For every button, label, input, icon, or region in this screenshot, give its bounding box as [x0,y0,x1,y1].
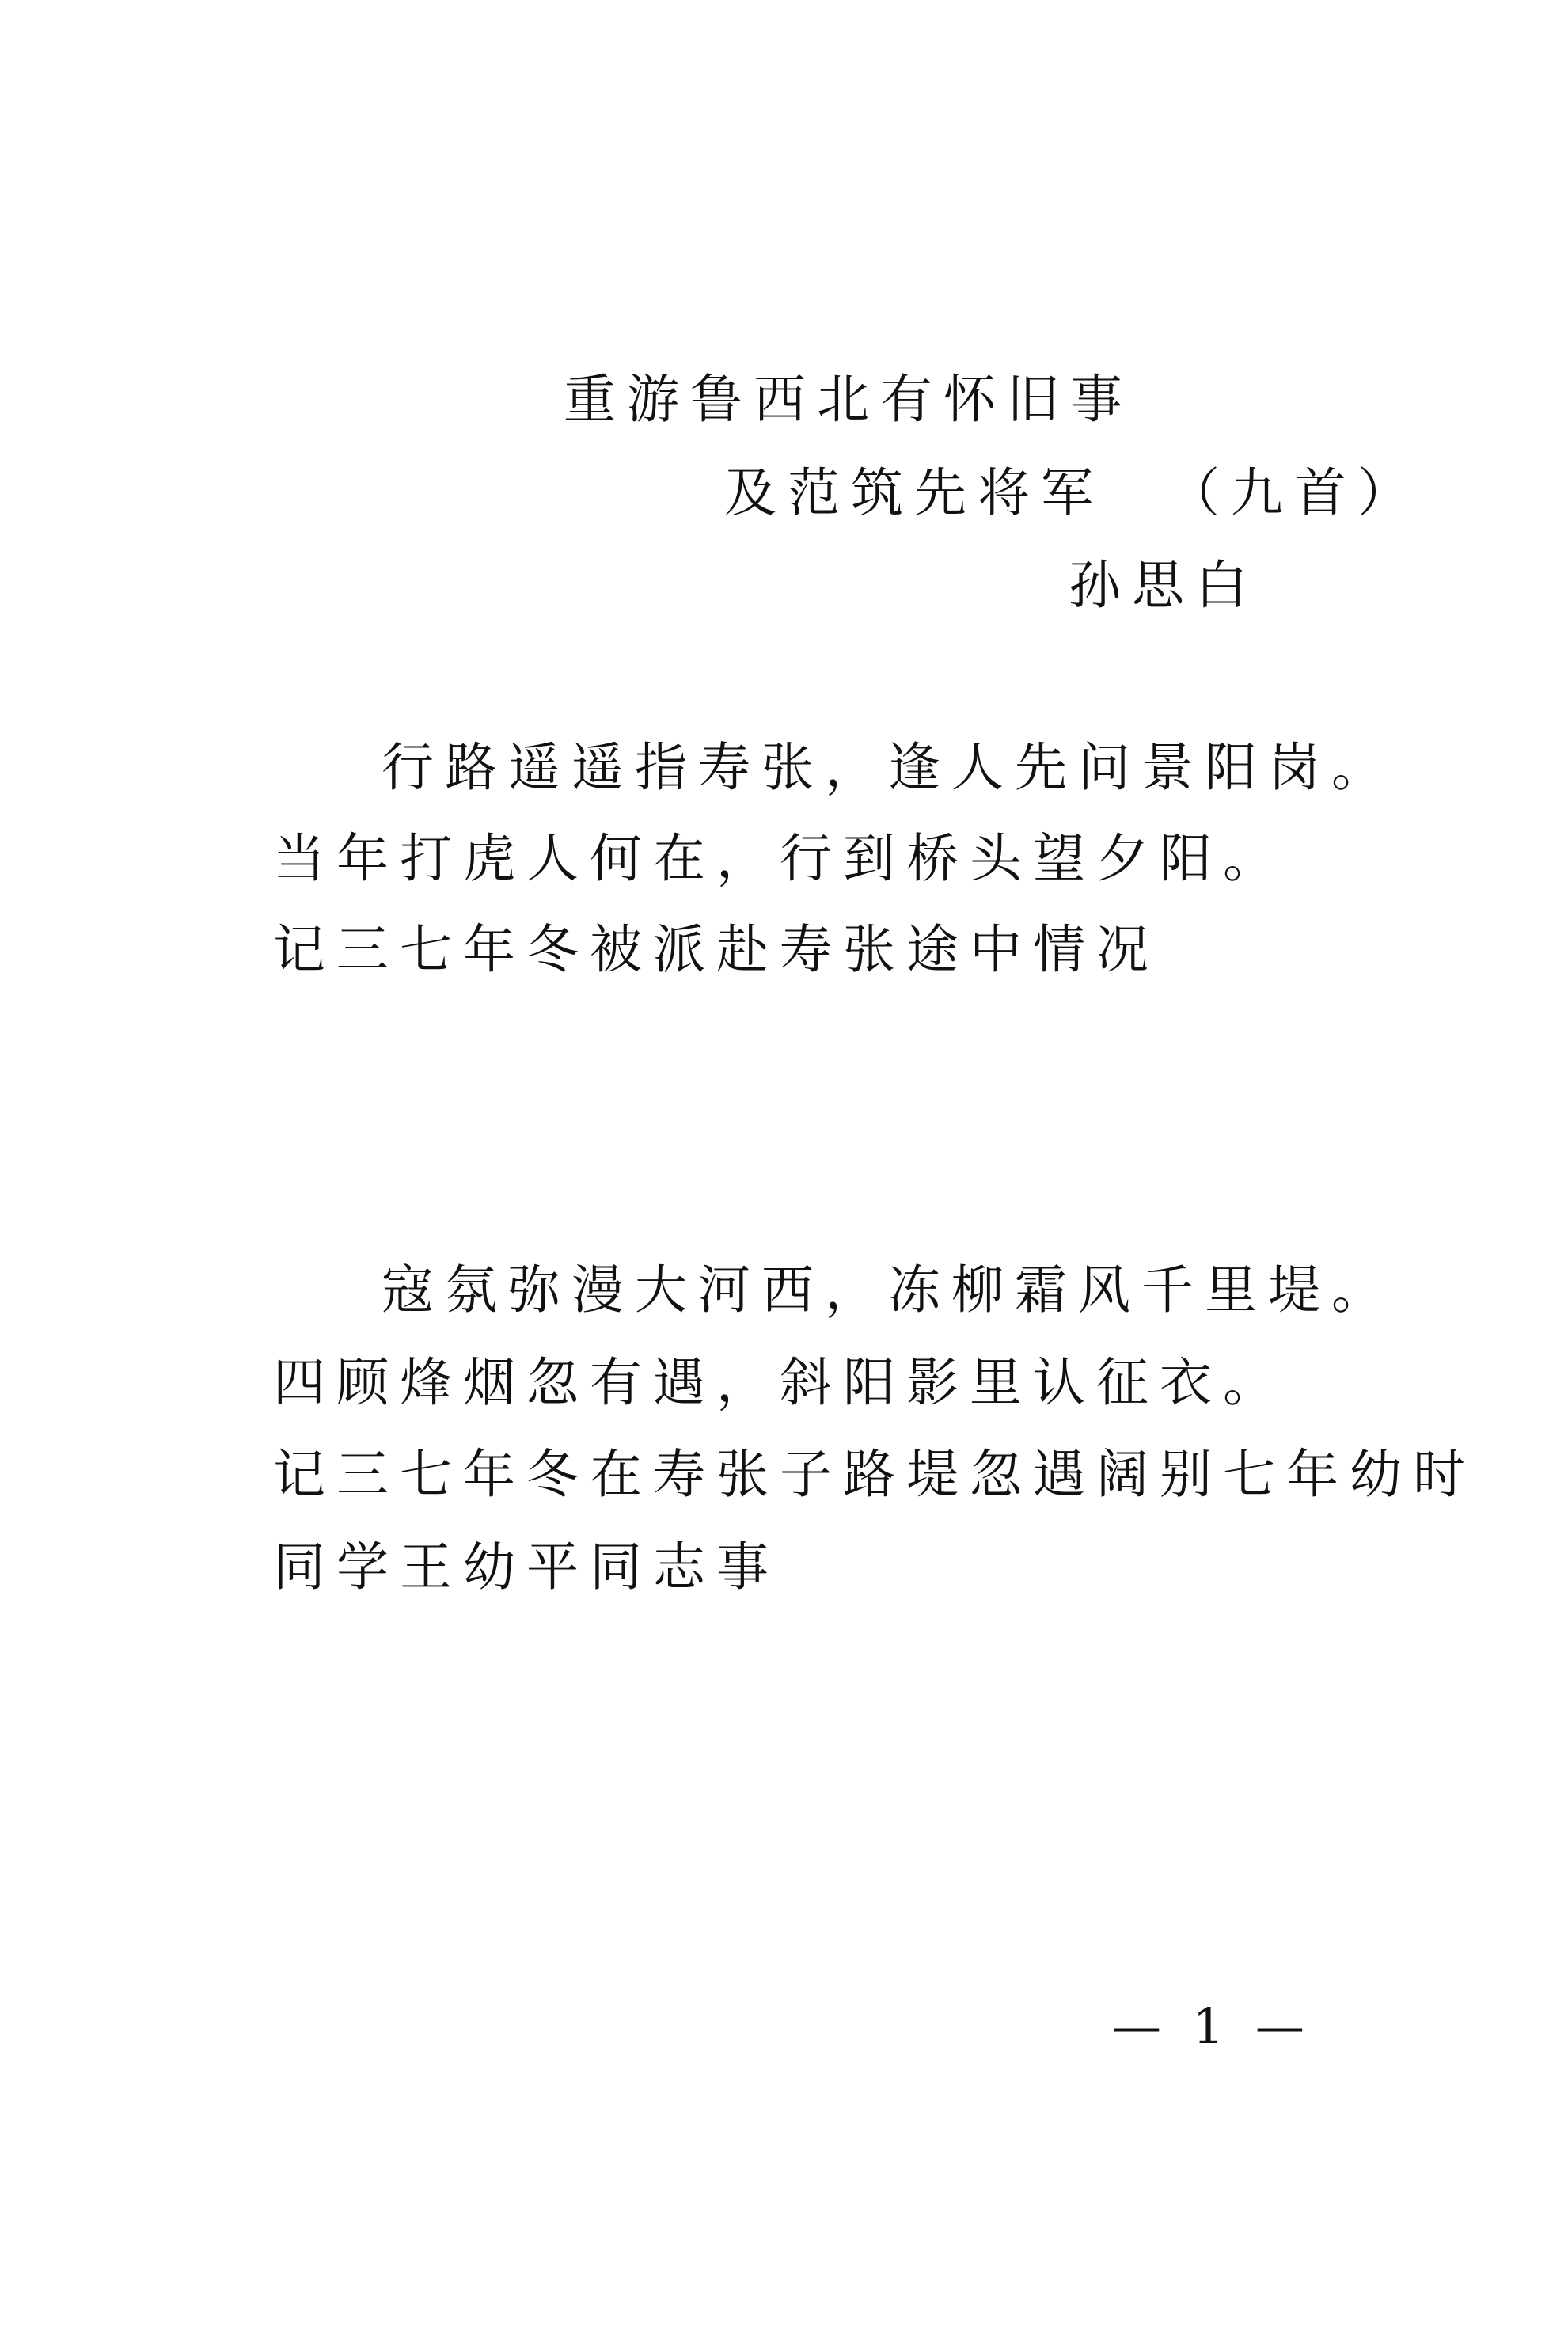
title-poem-count: （九首） [1167,462,1421,523]
page-number: — 1 — [1112,1997,1312,2055]
poem-2-note-line-1: 记三七年冬在寿张子路堤忽遇阔别七年幼时 [273,1444,1476,1505]
author-name: 孙思白 [1069,555,1259,616]
poem-2-line-1: 寇氛弥漫大河西，冻柳霜风千里堤。 [382,1259,1395,1320]
title-line-2 [724,462,1421,525]
poem-1-line-2: 当年打虎人何在，行到桥头望夕阳。 [273,828,1286,889]
poem-1-line-1: 行路遥遥指寿张，逢人先问景阳岗。 [382,737,1395,798]
title-subject: 及范筑先将军 [724,462,1104,523]
poem-2-note-line-2: 同学王幼平同志事 [273,1537,780,1598]
poem-1-note: 记三七年冬被派赴寿张途中情况 [273,919,1160,980]
title-line-1: 重游鲁西北有怀旧事 [564,369,1133,430]
poem-2-line-2: 四顾烽烟忽有遇，斜阳影里认征衣。 [273,1352,1286,1413]
